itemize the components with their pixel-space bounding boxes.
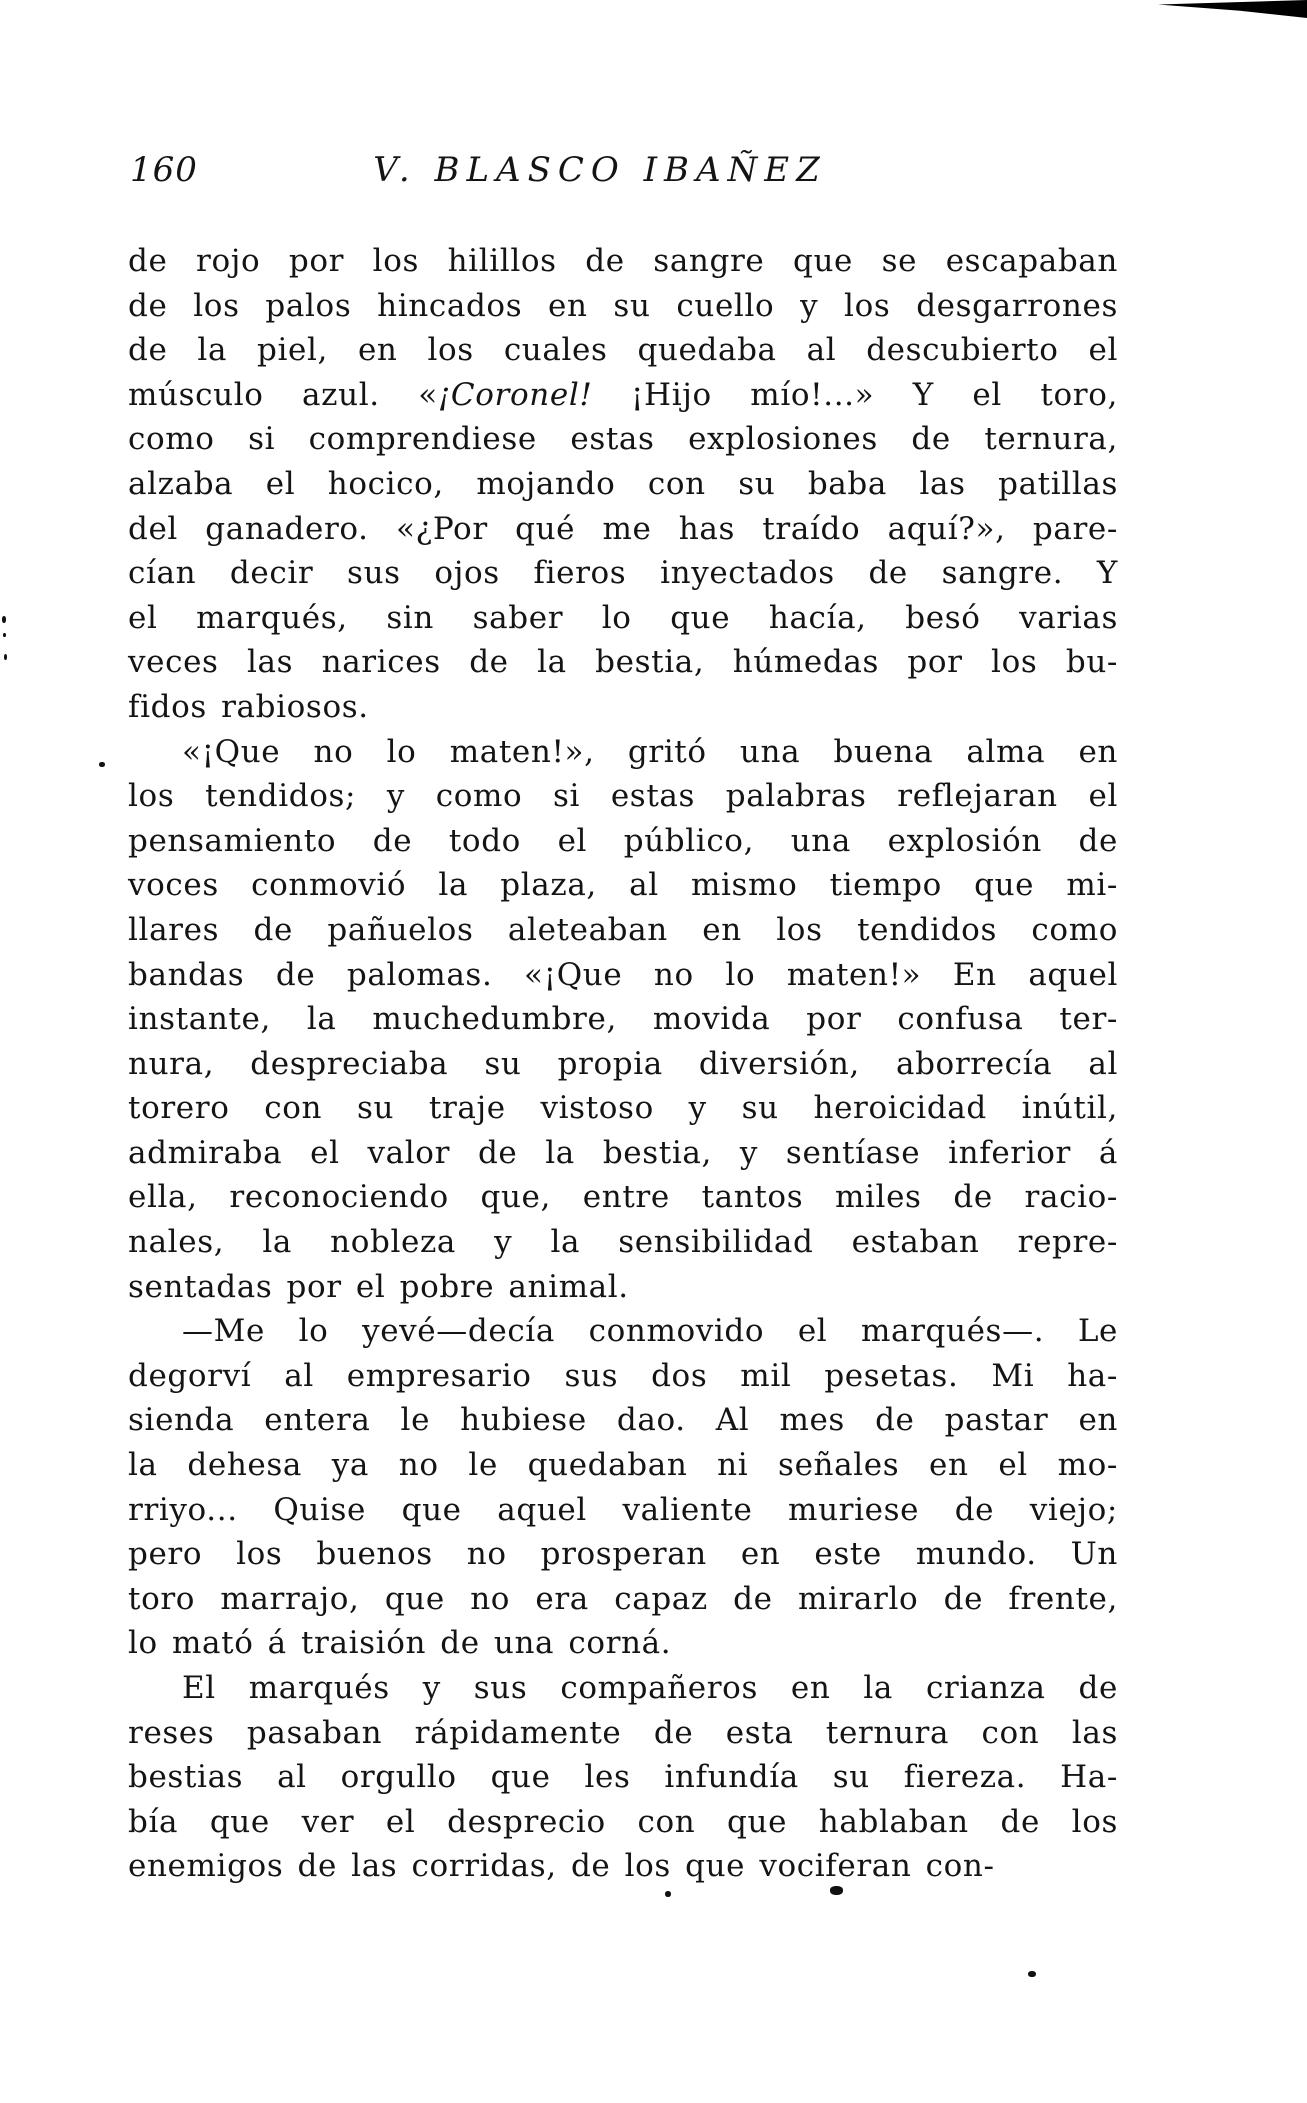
text-line: llares de pañuelos aleteaban en los tendidos como — [128, 911, 1118, 948]
text-line: bestias al orgullo que les infundía su fiereza. Ha- — [128, 1759, 1118, 1796]
text-line: degorví al empresario sus dos mil pesetas. Mi ha- — [128, 1357, 1118, 1394]
scan-speck — [4, 654, 7, 660]
scan-speck — [665, 1891, 671, 1897]
page-header — [128, 150, 1118, 198]
text-line: bandas de palomas. «¡Que no lo maten!» En aquel — [128, 956, 1118, 993]
page-number: 160 — [130, 150, 198, 190]
text-line: torero con su traje vistoso y su heroicidad inútil, — [128, 1090, 1118, 1127]
text-line — [128, 373, 1118, 418]
text-line: «¡Que no lo maten!», gritó una buena alma en — [182, 733, 1118, 770]
text-line: veces las narices de la bestia, húmedas por los bu- — [128, 644, 1118, 681]
text-line: cían decir sus ojos fieros inyectados de sangre. Y — [128, 555, 1118, 592]
text-line: del ganadero. «¿Por qué me has traído aquí?», pare- — [128, 510, 1118, 547]
text-segment: ¡Hijo mío!...» Y el toro, — [592, 376, 1118, 413]
text-line: alzaba el hocico, mojando con su baba las patillas — [128, 465, 1118, 502]
text-line: —Me lo yevé—decía conmovido el marqués—. Le — [182, 1313, 1118, 1350]
text-line: El marqués y sus compañeros en la crianza de — [182, 1670, 1118, 1706]
text-line: nales, la nobleza y la sensibilidad estaban repre- — [128, 1224, 1118, 1261]
text-line: de rojo por los hilillos de sangre que se escapaban — [128, 243, 1118, 279]
italic-text-segment: ¡Coronel! — [437, 376, 593, 413]
scan-speck — [99, 762, 105, 767]
body-text — [128, 239, 1118, 1889]
text-line: rriyo... Quise que aquel valiente muriese de viejo; — [128, 1491, 1118, 1528]
text-line: bía que ver el desprecio con que hablaban de los — [128, 1803, 1118, 1840]
text-line: enemigos de las corridas, de los que vociferan con- — [128, 1848, 995, 1885]
text-line: fidos rabiosos. — [128, 688, 369, 725]
text-line: como si comprendiese estas explosiones de ternura, — [128, 421, 1118, 458]
text-line: voces conmovió la plaza, al mismo tiempo que mi- — [128, 867, 1118, 904]
scan-speck — [830, 1886, 843, 1895]
text-line: instante, la muchedumbre, movida por confusa ter- — [128, 1001, 1118, 1038]
text-line: reses pasaban rápidamente de esta ternura con las — [128, 1714, 1118, 1751]
text-line: toro marrajo, que no era capaz de mirarlo de frente, — [128, 1580, 1118, 1617]
text-line: pero los buenos no prosperan en este mundo. Un — [128, 1536, 1118, 1573]
text-line: pensamiento de todo el público, una explosión de — [128, 822, 1118, 859]
text-line: nura, despreciaba su propia diversión, aborrecía al — [128, 1045, 1118, 1082]
text-line: de la piel, en los cuales quedaba al descubierto el — [128, 332, 1118, 369]
text-line: admiraba el valor de la bestia, y sentíase inferior á — [128, 1134, 1118, 1171]
text-line: lo mató á traisión de una corná. — [128, 1625, 672, 1662]
text-line: el marqués, sin saber lo que hacía, besó varias — [128, 599, 1118, 636]
scan-corner-artifact — [1158, 0, 1307, 18]
text-line: los tendidos; y como si estas palabras reflejaran el — [128, 778, 1118, 815]
text-line: de los palos hincados en su cuello y los desgarrones — [128, 287, 1118, 324]
text-line: ella, reconociendo que, entre tantos miles de racio- — [128, 1179, 1118, 1216]
scan-speck — [2, 616, 6, 623]
text-line: sentadas por el pobre animal. — [128, 1268, 629, 1305]
scan-speck — [1028, 1971, 1036, 1977]
text-line: sienda entera le hubiese dao. Al mes de pastar en — [128, 1402, 1118, 1439]
text-segment: músculo azul. « — [128, 376, 438, 413]
scan-speck — [3, 633, 6, 637]
running-title: V. BLASCO IBAÑEZ — [373, 150, 827, 190]
text-line: la dehesa ya no le quedaban ni señales en el mo- — [128, 1447, 1118, 1484]
